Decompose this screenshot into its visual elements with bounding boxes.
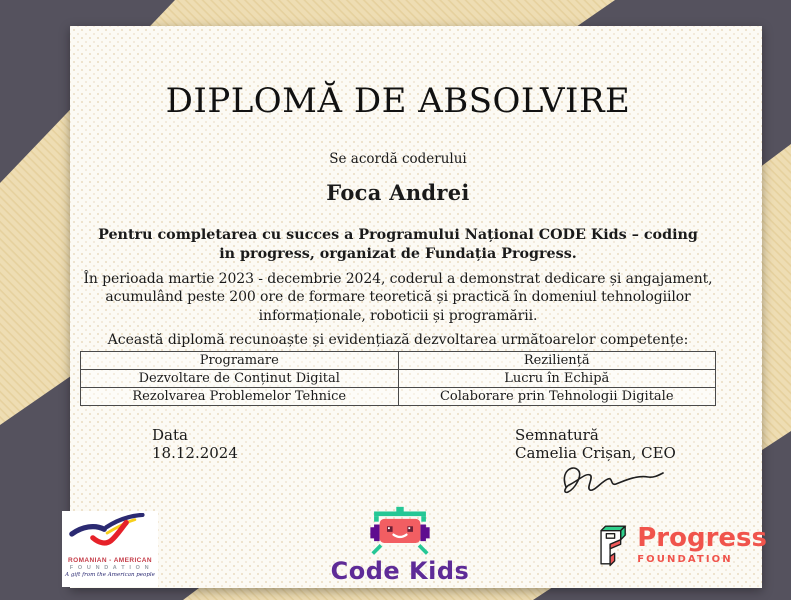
raf-name-line: ROMANIAN - AMERICAN [68, 557, 152, 564]
achievement-statement: Pentru completarea cu succes a Programului Național CODE Kids – coding in progress, organizat de Fundația Progress. [98, 226, 698, 262]
progress-foundation-logo [592, 514, 767, 576]
raf-logo [62, 511, 158, 587]
robot-face [380, 519, 421, 543]
signature-label: Semnatură [515, 426, 599, 444]
competency-cell: Lucru în Echipă [398, 369, 716, 387]
competency-cell: Rezolvarea Problemelor Tehnice [81, 387, 399, 405]
table-row [81, 351, 716, 369]
code-kids-logo [326, 505, 474, 585]
date-block [152, 427, 238, 462]
table-row [81, 369, 716, 387]
competencies-intro: Această diplomă recunoaște și evidențiază dezvoltarea următoarelor competențe: [107, 331, 689, 348]
competency-cell: Reziliență [398, 351, 716, 369]
signature-scribble [552, 459, 670, 509]
progress-p-icon [592, 514, 631, 576]
raf-foundation-line: F O U N D A T I O N [69, 565, 151, 571]
date-value: 18.12.2024 [152, 443, 238, 462]
progress-wordmark: Progress [637, 523, 767, 554]
competency-cell: Programare [81, 351, 399, 369]
competencies-table [80, 351, 716, 406]
competency-cell: Dezvoltare de Conținut Digital [81, 369, 399, 387]
date-label: Data [152, 426, 188, 444]
program-description: În perioada martie 2023 - decembrie 2024, coderul a demonstrat dedicare și angajament, acumulând peste 200 ore de formare teoretică și practică în domeniul tehnologiilor informaționale, roboticii și programării. [83, 270, 713, 325]
signature-block [515, 427, 676, 462]
award-subtitle: Se acordă coderului [329, 150, 467, 167]
signatory-name: Camelia Crișan, CEO [515, 443, 676, 462]
competency-cell: Colaborare prin Tehnologii Digitale [398, 387, 716, 405]
robot-icon [345, 505, 455, 555]
progress-foundation-label: FOUNDATION [637, 553, 733, 565]
raf-tagline: A gift from the American people [65, 572, 155, 578]
code-kids-wordmark: Code Kids [330, 557, 470, 585]
certificate-title: DIPLOMĂ DE ABSOLVIRE [165, 81, 631, 121]
progress-text [637, 525, 767, 564]
recipient-name: Foca Andrei [326, 179, 470, 205]
raf-bird-icon [66, 513, 154, 555]
table-row [81, 387, 716, 405]
certificate-content [70, 81, 762, 406]
